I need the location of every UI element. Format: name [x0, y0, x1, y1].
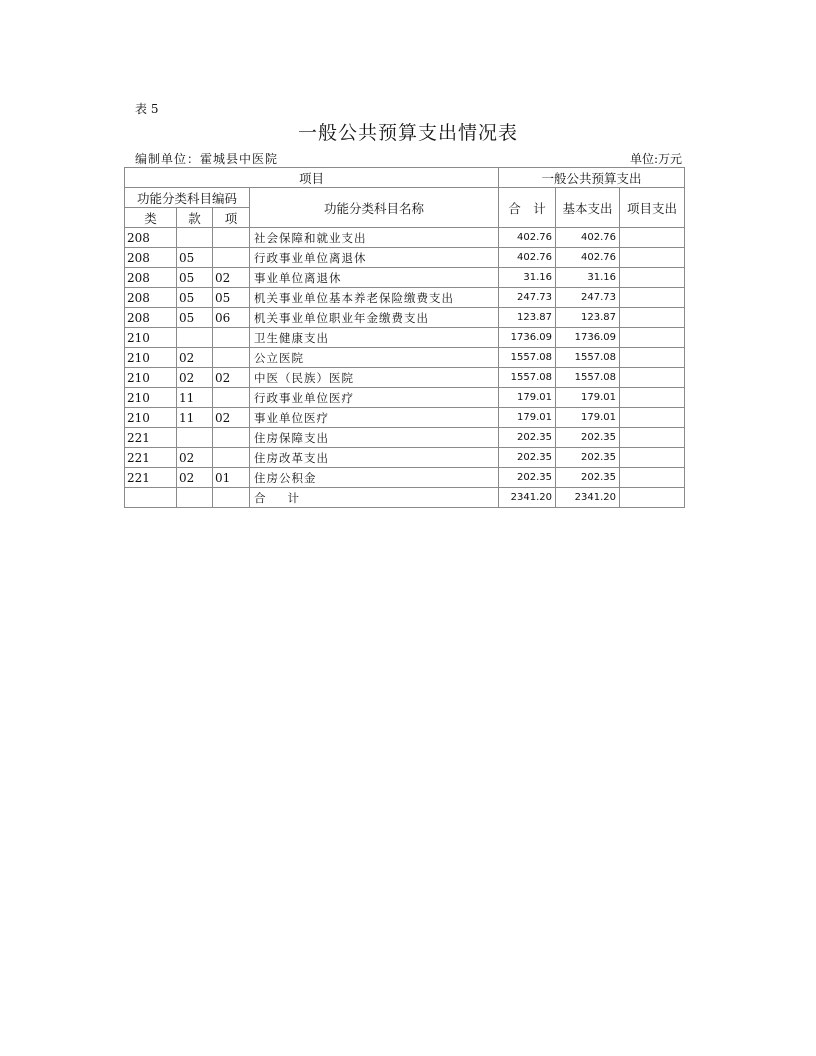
cell-basic: 179.01: [556, 388, 620, 408]
cell-name: 行政事业单位离退休: [250, 248, 499, 268]
cell-name: 事业单位离退休: [250, 268, 499, 288]
table-row: [125, 348, 685, 368]
cell-basic: 179.01: [556, 408, 620, 428]
cell-total: 202.35: [499, 428, 556, 448]
cell-total: 1736.09: [499, 328, 556, 348]
cell-kuan: 05: [177, 268, 213, 288]
header-code-name: 功能分类科目名称: [250, 188, 499, 228]
cell-lei: 210: [125, 328, 177, 348]
cell-project: [620, 308, 685, 328]
table-row: [125, 248, 685, 268]
cell-basic: 202.35: [556, 428, 620, 448]
cell-kuan: 02: [177, 468, 213, 488]
cell-xiang: [213, 428, 250, 448]
cell-project: [620, 448, 685, 468]
cell-project: [620, 368, 685, 388]
cell-xiang: 06: [213, 308, 250, 328]
cell-kuan: [177, 328, 213, 348]
cell-kuan: [177, 428, 213, 448]
cell-total: 31.16: [499, 268, 556, 288]
cell-sum-label: [250, 488, 499, 508]
cell-basic: 123.87: [556, 308, 620, 328]
cell-xiang: 02: [213, 408, 250, 428]
cell-total: 1557.08: [499, 368, 556, 388]
cell-lei: 210: [125, 348, 177, 368]
cell-lei: 210: [125, 388, 177, 408]
cell-project: [620, 228, 685, 248]
cell-project: [620, 248, 685, 268]
cell-kuan: [177, 228, 213, 248]
cell-project: [620, 268, 685, 288]
cell-name: 事业单位医疗: [250, 408, 499, 428]
cell-total: 1557.08: [499, 348, 556, 368]
cell-xiang: [213, 448, 250, 468]
cell-project: [620, 428, 685, 448]
cell-project: [620, 388, 685, 408]
cell-basic: 1557.08: [556, 348, 620, 368]
cell-xiang: [213, 388, 250, 408]
table-row: [125, 228, 685, 248]
cell-total: 402.76: [499, 248, 556, 268]
cell-basic: 202.35: [556, 468, 620, 488]
cell-empty: [125, 488, 177, 508]
cell-xiang: [213, 248, 250, 268]
cell-empty: [213, 488, 250, 508]
header-xiang: 项: [213, 208, 250, 228]
cell-total: 123.87: [499, 308, 556, 328]
cell-lei: 221: [125, 448, 177, 468]
cell-basic: 31.16: [556, 268, 620, 288]
table-row: [125, 328, 685, 348]
table-row: [125, 428, 685, 448]
cell-xiang: [213, 228, 250, 248]
table-row: [125, 368, 685, 388]
cell-lei: 210: [125, 408, 177, 428]
cell-lei: 210: [125, 368, 177, 388]
cell-name: 机关事业单位基本养老保险缴费支出: [250, 288, 499, 308]
cell-kuan: 11: [177, 388, 213, 408]
cell-basic: 1736.09: [556, 328, 620, 348]
cell-name: 社会保障和就业支出: [250, 228, 499, 248]
table-row: [125, 288, 685, 308]
sum-label-b: 计: [287, 490, 299, 505]
cell-project: [620, 408, 685, 428]
cell-total: 202.35: [499, 468, 556, 488]
cell-xiang: 01: [213, 468, 250, 488]
cell-xiang: 02: [213, 368, 250, 388]
cell-sum-basic: 2341.20: [556, 488, 620, 508]
cell-sum-project: [620, 488, 685, 508]
cell-xiang: [213, 348, 250, 368]
cell-kuan: 02: [177, 448, 213, 468]
cell-lei: 208: [125, 288, 177, 308]
cell-name: 卫生健康支出: [250, 328, 499, 348]
sum-label-a: 合: [254, 490, 266, 505]
table-number: 表 5: [135, 102, 159, 116]
header-kuan: 款: [177, 208, 213, 228]
cell-total: 202.35: [499, 448, 556, 468]
cell-name: 机关事业单位职业年金缴费支出: [250, 308, 499, 328]
table-row: [125, 388, 685, 408]
table-row: [125, 308, 685, 328]
header-code-group: 功能分类科目编码: [125, 188, 250, 208]
cell-lei: 221: [125, 468, 177, 488]
cell-kuan: 11: [177, 408, 213, 428]
cell-name: 行政事业单位医疗: [250, 388, 499, 408]
header-lei: 类: [125, 208, 177, 228]
cell-kuan: 05: [177, 308, 213, 328]
header-basic: 基本支出: [556, 188, 620, 228]
total-row: [125, 488, 685, 508]
cell-kuan: 05: [177, 248, 213, 268]
currency-unit: 单位:万元: [629, 152, 682, 166]
cell-basic: 202.35: [556, 448, 620, 468]
cell-total: 179.01: [499, 388, 556, 408]
header-total: 合 计: [499, 188, 556, 228]
cell-sum-total: 2341.20: [499, 488, 556, 508]
cell-xiang: 02: [213, 268, 250, 288]
cell-xiang: [213, 328, 250, 348]
cell-lei: 208: [125, 248, 177, 268]
header-budget-group: 一般公共预算支出: [499, 168, 685, 188]
cell-lei: 221: [125, 428, 177, 448]
cell-project: [620, 468, 685, 488]
cell-project: [620, 348, 685, 368]
cell-lei: 208: [125, 308, 177, 328]
cell-xiang: 05: [213, 288, 250, 308]
cell-kuan: 02: [177, 368, 213, 388]
cell-name: 中医（民族）医院: [250, 368, 499, 388]
table-row: [125, 268, 685, 288]
header-project-expenditure: 项目支出: [620, 188, 685, 228]
cell-lei: 208: [125, 228, 177, 248]
cell-name: 住房公积金: [250, 468, 499, 488]
cell-project: [620, 288, 685, 308]
cell-project: [620, 328, 685, 348]
cell-empty: [177, 488, 213, 508]
cell-total: 179.01: [499, 408, 556, 428]
budget-expenditure-table: [124, 167, 685, 508]
cell-kuan: 05: [177, 288, 213, 308]
cell-name: 住房保障支出: [250, 428, 499, 448]
header-project: 项目: [125, 168, 499, 188]
cell-basic: 402.76: [556, 228, 620, 248]
cell-total: 402.76: [499, 228, 556, 248]
cell-total: 247.73: [499, 288, 556, 308]
table-row: [125, 408, 685, 428]
page-title: 一般公共预算支出情况表: [297, 122, 518, 144]
compiling-unit: 编制单位：霍城县中医院: [135, 152, 279, 166]
cell-name: 公立医院: [250, 348, 499, 368]
cell-basic: 1557.08: [556, 368, 620, 388]
cell-basic: 247.73: [556, 288, 620, 308]
cell-basic: 402.76: [556, 248, 620, 268]
table-row: [125, 468, 685, 488]
table-row: [125, 448, 685, 468]
cell-lei: 208: [125, 268, 177, 288]
cell-kuan: 02: [177, 348, 213, 368]
cell-name: 住房改革支出: [250, 448, 499, 468]
